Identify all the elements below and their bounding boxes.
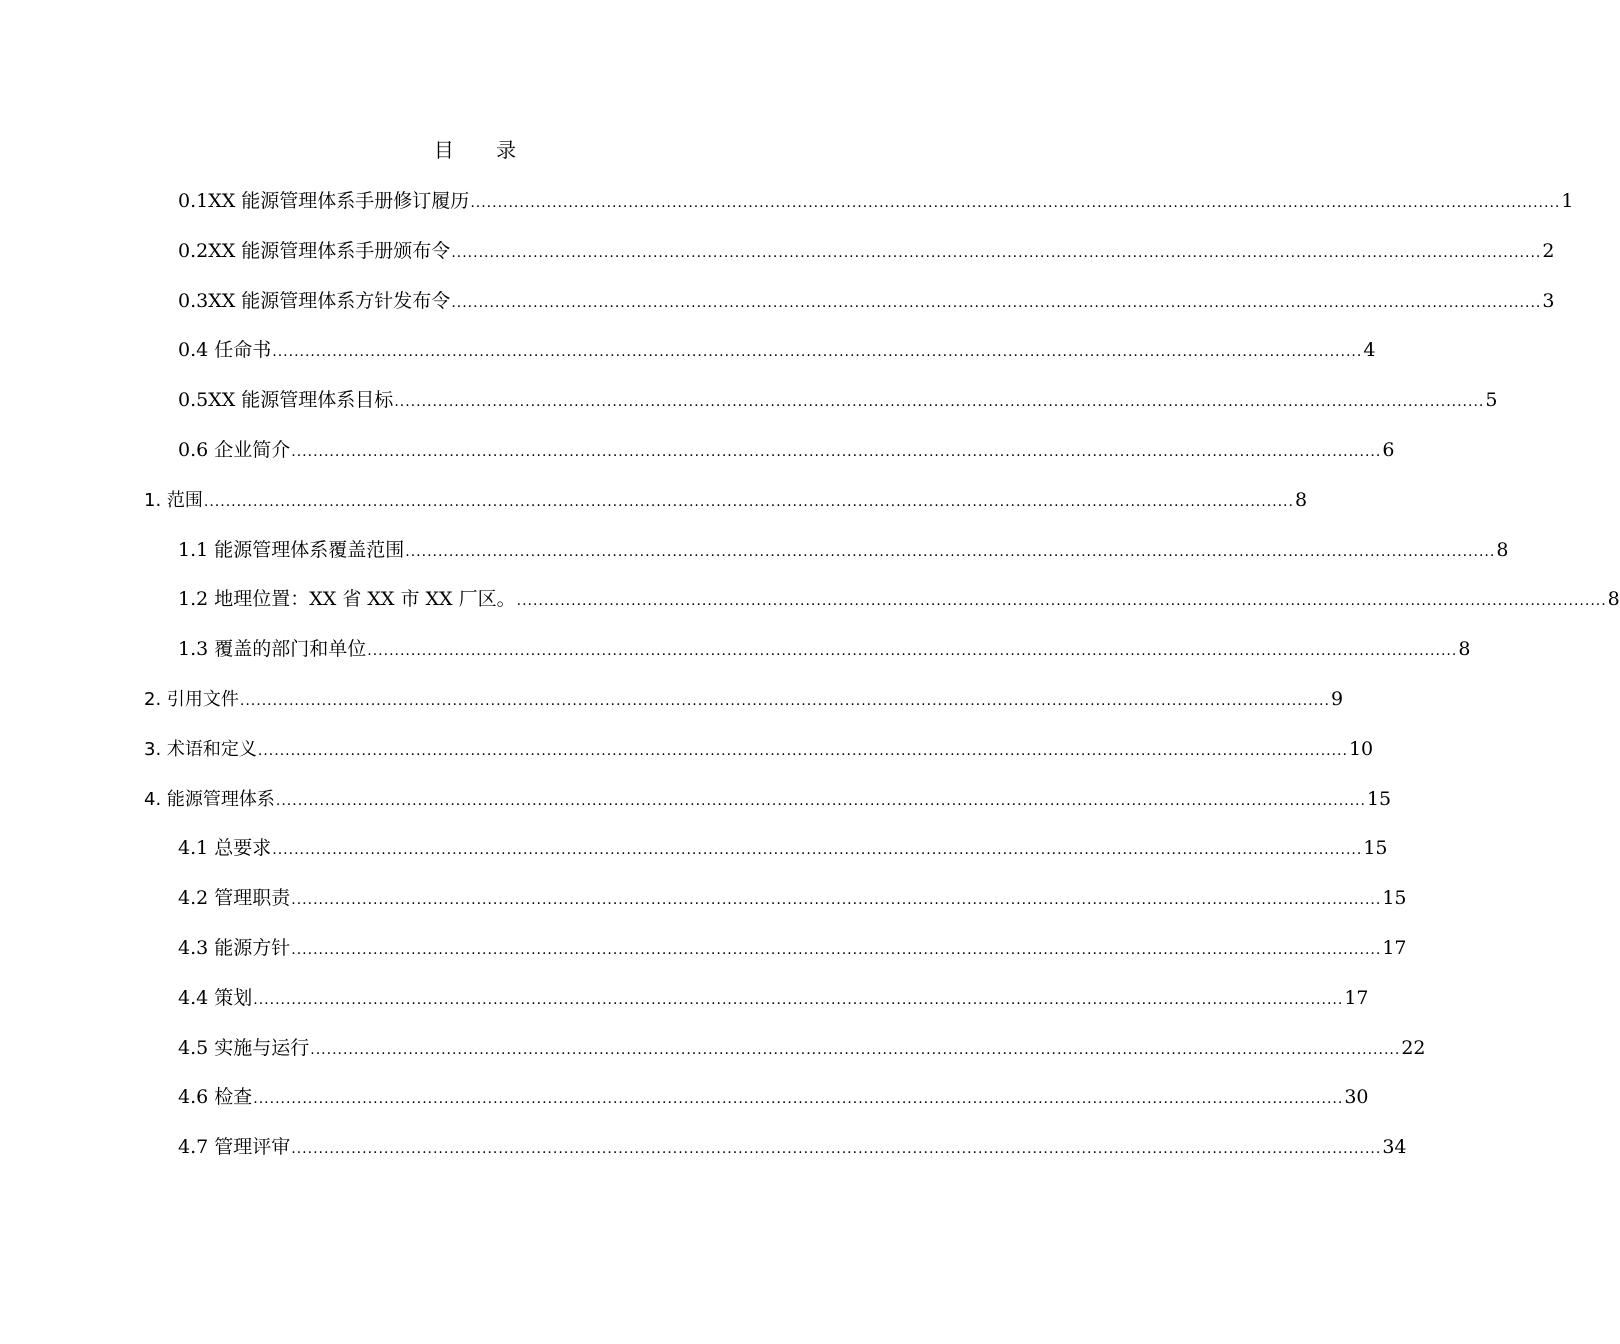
- toc-page-number: 1: [1561, 190, 1574, 212]
- toc-dot-leader: ........................................................................................................................................................................................................: [516, 593, 1607, 609]
- toc-dot-leader: ........................................................................................................................................................................................................: [253, 1091, 1344, 1107]
- toc-page-number: 8: [1294, 489, 1308, 511]
- toc-dot-leader: ........................................................................................................................................................................................................: [291, 892, 1382, 908]
- toc-page-number: 3: [1542, 290, 1555, 312]
- toc-entry[interactable]: [178, 1033, 1426, 1063]
- toc-dot-leader: ........................................................................................................................................................................................................: [291, 444, 1382, 460]
- toc-dot-leader: ........................................................................................................................................................................................................: [203, 494, 1294, 510]
- toc-page-number: 10: [1348, 738, 1374, 760]
- toc-entry-text: 4.4 策划: [178, 987, 253, 1009]
- toc-dot-leader: ........................................................................................................................................................................................................: [367, 643, 1458, 659]
- toc-page-number: 8: [1458, 638, 1471, 660]
- toc-entry-text: 3. 术语和定义: [144, 739, 257, 760]
- toc-dot-leader: ........................................................................................................................................................................................................: [310, 1042, 1401, 1058]
- toc-dot-leader: ........................................................................................................................................................................................................: [239, 693, 1330, 709]
- toc-page-number: 17: [1344, 987, 1369, 1009]
- toc-page-number: 15: [1366, 788, 1392, 810]
- toc-entry[interactable]: [178, 883, 1407, 913]
- toc-entry-text: 0.4 任命书: [178, 339, 272, 361]
- toc-entry-text: 4.1 总要求: [178, 837, 272, 859]
- toc-dot-leader: ........................................................................................................................................................................................................: [405, 544, 1496, 560]
- toc-entry-text: 0.2XX 能源管理体系手册颁布令: [178, 240, 451, 262]
- toc-entry[interactable]: [178, 335, 1376, 365]
- toc-entry[interactable]: [178, 286, 1555, 316]
- toc-entry[interactable]: [178, 1132, 1407, 1162]
- toc-entry-text: 4. 能源管理体系: [144, 789, 275, 810]
- toc-entry-text: 1.1 能源管理体系覆盖范围: [178, 539, 405, 561]
- toc-dot-leader: ........................................................................................................................................................................................................: [451, 245, 1542, 261]
- toc-page-number: 6: [1382, 439, 1395, 461]
- toc-page-number: 9: [1330, 688, 1344, 710]
- toc-page-number: 17: [1382, 937, 1407, 959]
- toc-entry-text: 4.7 管理评审: [178, 1136, 291, 1158]
- toc-dot-leader: ........................................................................................................................................................................................................: [291, 1141, 1382, 1157]
- toc-entry[interactable]: [178, 983, 1369, 1013]
- toc-entry-text: 0.6 企业简介: [178, 439, 291, 461]
- toc-page-number: 2: [1542, 240, 1555, 262]
- toc-title: 目 录: [433, 138, 535, 162]
- toc-dot-leader: ........................................................................................................................................................................................................: [451, 295, 1542, 311]
- toc-entry[interactable]: [178, 833, 1388, 863]
- toc-page-number: 5: [1485, 389, 1498, 411]
- toc-dot-leader: ........................................................................................................................................................................................................: [257, 743, 1348, 759]
- toc-entry-text: 1.3 覆盖的部门和单位: [178, 638, 367, 660]
- toc-entry[interactable]: [144, 485, 1308, 515]
- toc-page-number: 15: [1382, 887, 1407, 909]
- toc-dot-leader: ........................................................................................................................................................................................................: [272, 842, 1363, 858]
- toc-page-number: 22: [1401, 1037, 1426, 1059]
- toc-entry[interactable]: [178, 1082, 1369, 1112]
- toc-entry-text: 4.6 检查: [178, 1086, 253, 1108]
- toc-entry[interactable]: [144, 784, 1392, 814]
- toc-entry[interactable]: [178, 535, 1509, 565]
- toc-entry[interactable]: [178, 933, 1407, 963]
- toc-dot-leader: ........................................................................................................................................................................................................: [272, 344, 1363, 360]
- toc-entry[interactable]: [178, 584, 1620, 614]
- toc-entry-text: 4.5 实施与运行: [178, 1037, 310, 1059]
- toc-entry[interactable]: [178, 435, 1395, 465]
- toc-entry-text: 0.3XX 能源管理体系方针发布令: [178, 290, 451, 312]
- toc-entry-text: 4.2 管理职责: [178, 887, 291, 909]
- toc-entry-text: 1. 范围: [144, 490, 203, 511]
- toc-entry[interactable]: [178, 236, 1555, 266]
- toc-page-number: 15: [1363, 837, 1388, 859]
- toc-dot-leader: ........................................................................................................................................................................................................: [275, 793, 1366, 809]
- toc-dot-leader: ........................................................................................................................................................................................................: [253, 992, 1344, 1008]
- toc-page-number: 4: [1363, 339, 1376, 361]
- toc-entry[interactable]: [144, 734, 1374, 764]
- toc-entry-text: 1.2 地理位置：XX 省 XX 市 XX 厂区。: [178, 588, 516, 610]
- toc-page-number: 30: [1344, 1086, 1369, 1108]
- toc-entry[interactable]: [144, 684, 1344, 714]
- toc-page-number: 34: [1382, 1136, 1407, 1158]
- toc-dot-leader: ........................................................................................................................................................................................................: [470, 195, 1561, 211]
- toc-dot-leader: ........................................................................................................................................................................................................: [291, 942, 1382, 958]
- toc-entry[interactable]: [178, 385, 1498, 415]
- toc-entry-text: 2. 引用文件: [144, 689, 239, 710]
- toc-entry[interactable]: [178, 634, 1471, 664]
- toc-entry[interactable]: [178, 186, 1574, 216]
- toc-page-number: 8: [1607, 588, 1620, 610]
- toc-page-number: 8: [1496, 539, 1509, 561]
- toc-dot-leader: ........................................................................................................................................................................................................: [394, 394, 1485, 410]
- toc-entry-text: 4.3 能源方针: [178, 937, 291, 959]
- toc-entry-text: 0.1XX 能源管理体系手册修订履历: [178, 190, 470, 212]
- toc-entry-text: 0.5XX 能源管理体系目标: [178, 389, 394, 411]
